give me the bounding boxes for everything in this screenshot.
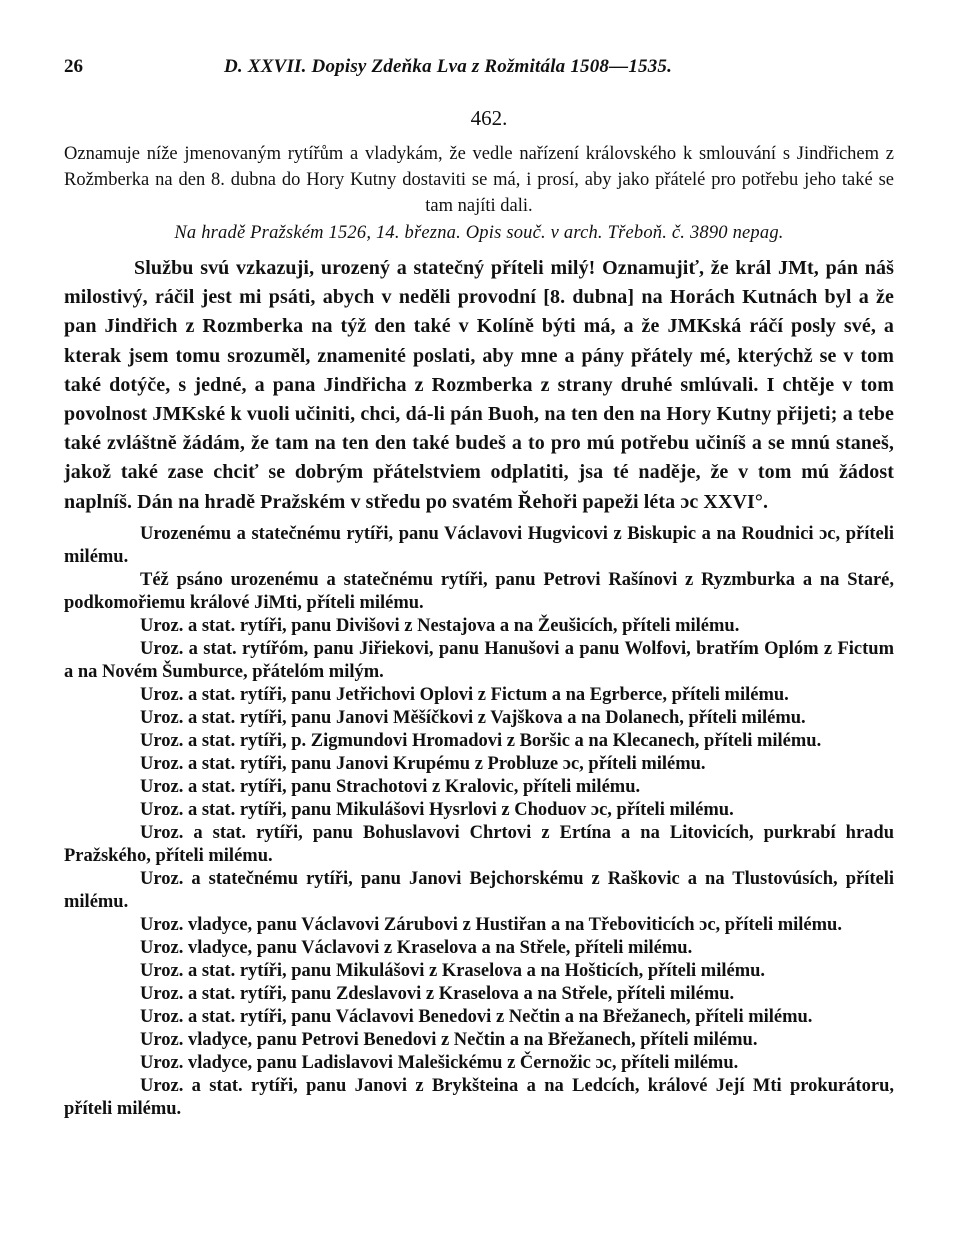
running-title: D. XXVII. Dopisy Zdeňka Lva z Rožmitála 1508—1535. bbox=[224, 56, 673, 77]
addressee-entry: Uroz. a stat. rytíři, panu Divišovi z Nestajova a na Žeušicích, příteli milému. bbox=[140, 615, 740, 636]
document-number: 462. bbox=[470, 106, 508, 130]
addressee-entry: Uroz. vladyce, panu Václavovi Zárubovi z Hustiřan a na Třeboviticích ɔc, příteli milému. bbox=[140, 914, 842, 935]
addressee-entry: Uroz. a statečnému rytíři, panu Janovi Bejchorskému z Raškovic a na Tlustovúsích, příteli milému. bbox=[64, 868, 894, 912]
addressee-entry: Uroz. a stat. rytíři, panu Janovi z Brykšteina a na Ledcích, králové Její Mti prokurátoru, příteli milému. bbox=[64, 1075, 894, 1119]
addressee-entry: Uroz. a stat. rytíři, panu Mikulášovi z Kraselova a na Hošticích, příteli milému. bbox=[140, 960, 766, 981]
addressee-entry: Uroz. a stat. rytíři, panu Janovi Měšíčkovi z Vajškova a na Dolanech, příteli milému. bbox=[140, 707, 806, 728]
addressee-entry: Uroz. vladyce, panu Václavovi z Kraselova a na Střele, příteli milému. bbox=[140, 937, 693, 958]
addressee-entry: Též psáno urozenému a statečnému rytíři, panu Petrovi Rašínovi z Ryzmburka a na Staré, podkomořiemu králové JiMti, příteli milému. bbox=[64, 569, 894, 613]
addressee-entry: Uroz. a stat. rytíři, panu Jetřichovi Oplovi z Fictum a na Egrberce, příteli milému. bbox=[140, 684, 789, 705]
addressee-entry: Uroz. a stat. rytíři, p. Zigmundovi Hromadovi z Boršic a na Klecanech, příteli milému. bbox=[140, 730, 822, 751]
page-number: 26 bbox=[64, 56, 83, 77]
letter-body: Službu svú vzkazuji, urozený a statečný příteli milý! Oznamujiť, že král JMt, pán náš milostivý, ráčil jest mi psáti, abych v neděli provodní [8. dubna] na Horách Kutnách byl a že pan Jindřich z Rozmberka na týž den také v Kolíně býti má, a že JMKská ráčí posly své, a kterak jsem tomu srozuměl, znamenité poslati, aby mne a pány přátely mé, kterýchž se v tom také dotýče, s jedné, a pana Jindřicha z Rozmberka z strany druhé smlúvali. I chtěje v tom povolnost JMKské k vuoli učiniti, chci, dá-li pán Buoh, na ten den na Hory Kutny přijeti; a tebe také zvláštně žádám, že tam na ten den také budeš a to pro mú potřebu učiníš a se mnú staneš, jakož také zase chciť se dobrým přátelstviem odplatiti, jsa té naděje, že v tom mú žádost naplníš. Dán na hradě Pražském v středu po svatém Řehoři papeži léta ɔc XXVI°. bbox=[64, 257, 894, 513]
addressee-entry: Uroz. vladyce, panu Petrovi Benedovi z Nečtin a na Břežanech, příteli milému. bbox=[140, 1029, 758, 1050]
addressee-entry: Uroz. a stat. rytíři, panu Janovi Krupému z Probluze ɔc, příteli milému. bbox=[140, 753, 706, 774]
addressee-entry: Urozenému a statečnému rytíři, panu Václavovi Hugvicovi z Biskupic a na Roudnici ɔc, příteli milému. bbox=[64, 523, 894, 567]
page-header bbox=[64, 56, 894, 86]
dating-line: Na hradě Pražském 1526, 14. března. Opis souč. v arch. Třeboň. č. 3890 nepag. bbox=[174, 223, 784, 243]
addressee-entry: Uroz. a stat. rytíři, panu Zdeslavovi z Kraselova a na Střele, příteli milému. bbox=[140, 983, 735, 1004]
addressee-entry: Uroz. a stat. rytíři, panu Václavovi Benedovi z Nečtin a na Břežanech, příteli milému. bbox=[140, 1006, 813, 1027]
regest-summary: Oznamuje níže jmenovaným rytířům a vladykám, že vedle nařízení královského k smlouvání s Jindřichem z Rožmberka na den 8. dubna do Hory Kutny dostaviti se má, i prosí, aby jako přátelé pro potřebu jeho také se tam najíti dali. bbox=[64, 144, 894, 216]
addressee-list bbox=[64, 523, 894, 1121]
addressee-entry: Uroz. a stat. rytíři, panu Mikulášovi Hysrlovi z Choduov ɔc, příteli milému. bbox=[140, 799, 734, 820]
addressee-entry: Uroz. a stat. rytíři, panu Strachotovi z Kralovic, příteli milému. bbox=[140, 776, 641, 797]
addressee-entry: Uroz. a stat. rytíři, panu Bohuslavovi Chrtovi z Ertína a na Litovicích, purkrabí hradu Pražského, příteli milému. bbox=[64, 822, 894, 866]
addressee-entry: Uroz. a stat. rytířóm, panu Jiřiekovi, panu Hanušovi a panu Wolfovi, bratřím Oplóm z Fictum a na Novém Šumburce, přátelóm milým. bbox=[64, 638, 894, 682]
document-page bbox=[64, 56, 894, 1121]
addressee-entry: Uroz. vladyce, panu Ladislavovi Malešickému z Černožic ɔc, příteli milému. bbox=[140, 1052, 739, 1073]
